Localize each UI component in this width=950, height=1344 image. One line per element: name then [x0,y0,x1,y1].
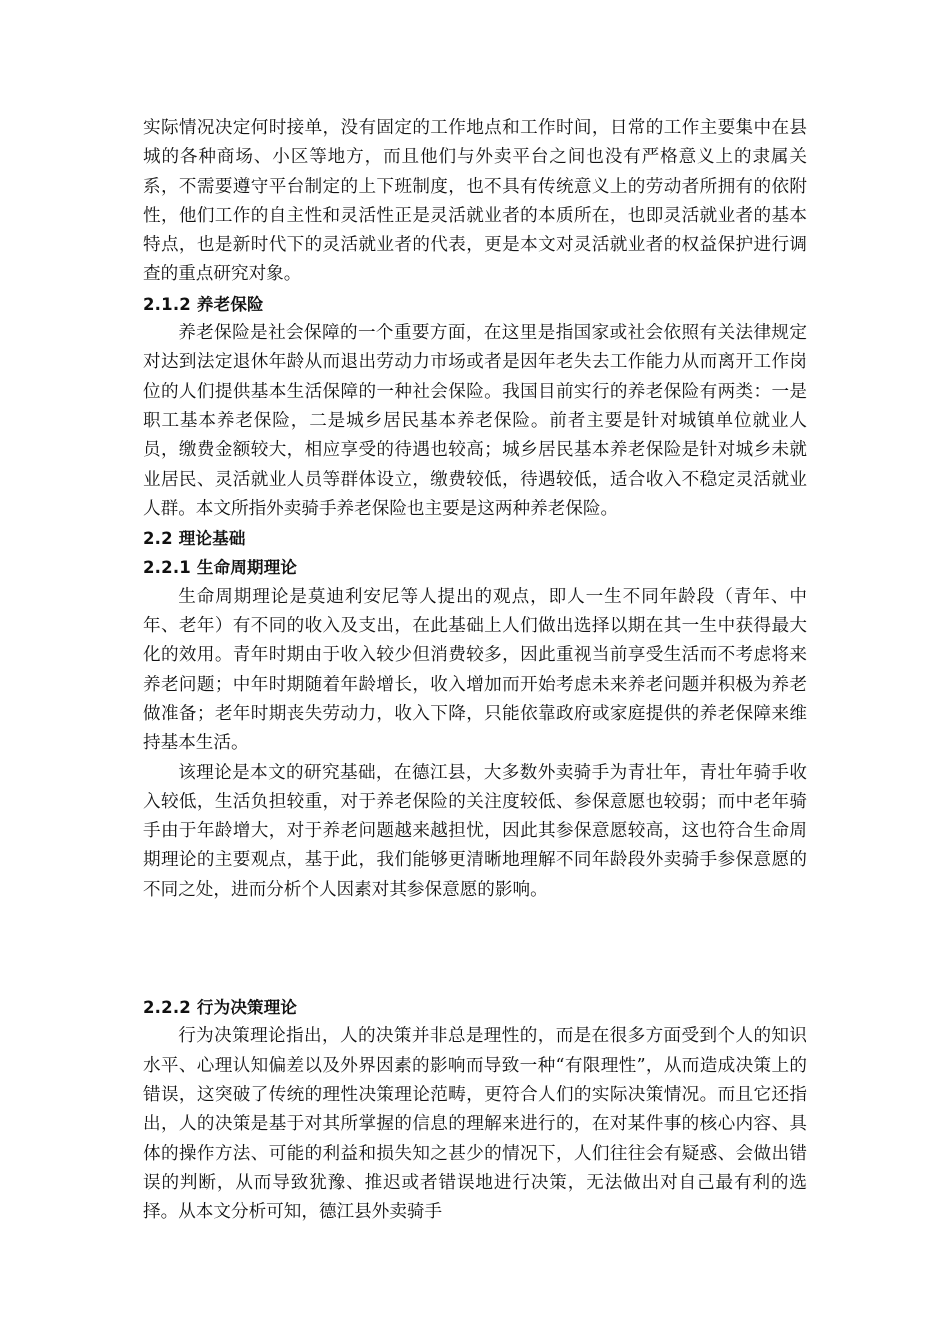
section-spacer [143,905,807,993]
section-heading-2-2-1: 2.2.1 生命周期理论 [143,558,298,578]
paragraph-life-cycle-application: 该理论是本文的研究基础，在德江县，大多数外卖骑手为青壮年，青壮年骑手收入较低，生活负担较重，对于养老保险的关注度较低、参保意愿也较弱；而中老年骑手由于年龄增大，对于养老问题越来越担忧，因此其参保意愿较高，这也符合生命周期理论的主要观点，基于此，我们能够更清晰地理解不同年龄段外卖骑手参保意愿的不同之处，进而分析个人因素对其参保意愿的影响。 [143,762,807,900]
section-heading-2-1-2: 2.1.2 养老保险 [143,294,264,314]
paragraph-life-cycle-theory: 生命周期理论是莫迪利安尼等人提出的观点，即人一生不同年龄段（青年、中年、老年）有不同的收入及支出，在此基础上人们做出选择以期在其一生中获得最大化的效用。青年时期由于收入较少但消费较多，因此重视当前享受生活而不考虑将来养老问题；中年时期随着年龄增长，收入增加而开始考虑未来养老问题并积极为养老做准备；老年时期丧失劳动力，收入下降，只能依靠政府或家庭提供的养老保障来维持基本生活。 [143,586,807,754]
paragraph-flexible-workers: 实际情况决定何时接单，没有固定的工作地点和工作时间，日常的工作主要集中在县城的各种商场、小区等地方，而且他们与外卖平台之间也没有严格意义上的隶属关系，不需要遵守平台制定的上下班制度，也不具有传统意义上的劳动者所拥有的依附性，他们工作的自主性和灵活性正是灵活就业者的本质所在，也即灵活就业者的基本特点，也是新时代下的灵活就业者的代表，更是本文对灵活就业者的权益保护进行调查的重点研究对象。 [143,118,807,285]
section-heading-2-2-2: 2.2.2 行为决策理论 [143,998,298,1018]
document-body [143,114,807,1227]
paragraph-pension-insurance: 养老保险是社会保障的一个重要方面，在这里是指国家或社会依照有关法律规定对达到法定退休年龄从而退出劳动力市场或者是因年老失去工作能力从而离开工作岗位的人们提供基本生活保障的一种社会保险。我国目前实行的养老保险有两类：一是职工基本养老保险，二是城乡居民基本养老保险。前者主要是针对城镇单位就业人员，缴费金额较大，相应享受的待遇也较高；城乡居民基本养老保险是针对城乡未就业居民、灵活就业人员等群体设立，缴费较低，待遇较低，适合收入不稳定灵活就业人群。本文所指外卖骑手养老保险也主要是这两种养老保险。 [143,323,807,519]
paragraph-behavioral-decision-theory: 行为决策理论指出，人的决策并非总是理性的，而是在很多方面受到个人的知识水平、心理认知偏差以及外界因素的影响而导致一种“有限理性”，从而造成决策上的错误，这突破了传统的理性决策理论范畴，更符合人们的实际决策情况。而且它还指出，人的决策是基于对其所掌握的信息的理解来进行的，在对某件事的核心内容、具体的操作方法、可能的利益和损失知之甚少的情况下，人们往往会有疑惑、会做出错误的判断，从而导致犹豫、推迟或者错误地进行决策，无法做出对自己最有利的选择。从本文分析可知，德江县外卖骑手 [143,1026,807,1223]
section-heading-2-2: 2.2 理论基础 [143,529,246,549]
